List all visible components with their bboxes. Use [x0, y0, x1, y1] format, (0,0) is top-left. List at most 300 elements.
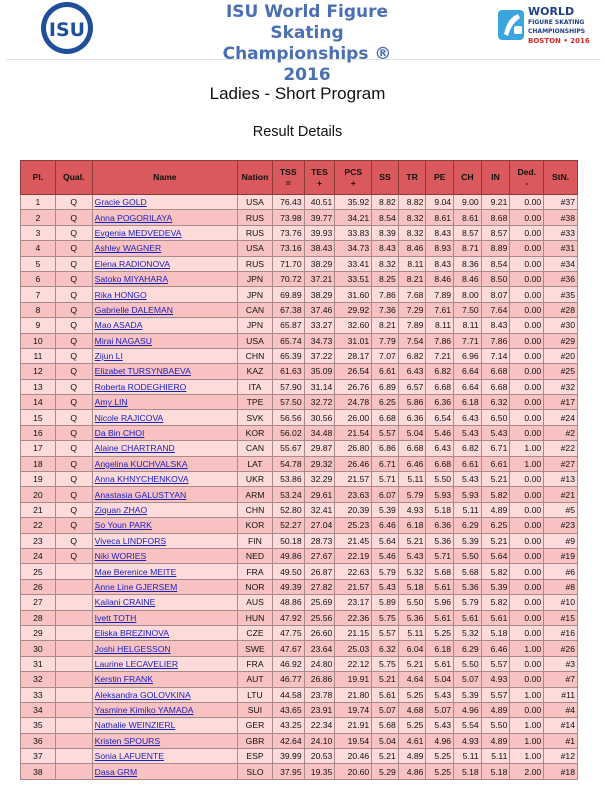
- cell-in: 6.32: [481, 395, 510, 410]
- table-row: [21, 256, 578, 271]
- cell-in: 5.18: [481, 625, 510, 640]
- championship-title-line1: ISU World Figure Skating: [225, 2, 389, 43]
- cell-pl: 30: [21, 641, 56, 656]
- table-header-row: [21, 161, 578, 195]
- cell-pe: 5.50: [426, 472, 454, 487]
- skater-name-link[interactable]: Anne Line GJERSEM: [94, 581, 178, 592]
- skater-name-link[interactable]: Roberta RODEGHIERO: [94, 381, 187, 392]
- cell-tss: 46.92: [272, 656, 304, 671]
- cell-name: [92, 502, 237, 517]
- skater-name-link[interactable]: Kailani CRAINE: [94, 597, 156, 608]
- cell-tss: 53.24: [272, 487, 304, 502]
- cell-ss: 7.86: [372, 287, 399, 302]
- cell-tss: 65.74: [272, 333, 304, 348]
- skater-name-link[interactable]: Satoko MIYAHARA: [94, 274, 169, 285]
- cell-stn: #33: [544, 225, 578, 240]
- cell-tes: 37.21: [304, 271, 335, 286]
- cell-nation: KOR: [238, 425, 273, 440]
- table-row: [21, 271, 578, 286]
- cell-ch: 8.71: [454, 241, 482, 256]
- cell-nation: LTU: [238, 687, 273, 702]
- cell-qual: Q: [55, 502, 92, 517]
- skater-name-link[interactable]: Kristen SPOURS: [94, 735, 161, 746]
- cell-in: 6.50: [481, 410, 510, 425]
- table-row: [21, 425, 578, 440]
- cell-nation: SWE: [238, 641, 273, 656]
- cell-tss: 48.86: [272, 595, 304, 610]
- cell-ss: 8.43: [372, 241, 399, 256]
- cell-pcs: 29.92: [335, 302, 372, 317]
- cell-qual: [55, 687, 92, 702]
- cell-in: 4.89: [481, 702, 510, 717]
- cell-pe: 5.68: [426, 564, 454, 579]
- skater-name-link[interactable]: Ivett TOTH: [94, 612, 137, 623]
- skater-name-link[interactable]: Niki WORIES: [94, 551, 147, 562]
- cell-pl: 4: [21, 241, 56, 256]
- cell-ss: 7.79: [372, 333, 399, 348]
- cell-ch: 5.54: [454, 718, 482, 733]
- cell-tes: 27.82: [304, 579, 335, 594]
- cell-ch: 6.29: [454, 518, 482, 533]
- table-row: [21, 395, 578, 410]
- cell-ded: 0.00: [510, 318, 544, 333]
- cell-name: [92, 487, 237, 502]
- cell-qual: [55, 702, 92, 717]
- cell-nation: SLO: [238, 764, 273, 779]
- cell-nation: SVK: [238, 410, 273, 425]
- cell-tes: 23.64: [304, 641, 335, 656]
- cell-ded: 0.00: [510, 702, 544, 717]
- cell-tes: 32.72: [304, 395, 335, 410]
- cell-ded: 1.00: [510, 441, 544, 456]
- cell-tes: 27.04: [304, 518, 335, 533]
- col-header-ss: SS: [372, 161, 399, 195]
- cell-tr: 8.46: [398, 241, 426, 256]
- cell-pl: 37: [21, 749, 56, 764]
- skater-name-link[interactable]: Mirai NAGASU: [94, 335, 152, 346]
- cell-pe: 5.36: [426, 533, 454, 548]
- cell-pcs: 21.54: [335, 425, 372, 440]
- cell-pcs: 26.54: [335, 364, 372, 379]
- cell-pl: 1: [21, 195, 56, 210]
- cell-in: 8.89: [481, 241, 510, 256]
- skater-name-link[interactable]: Joshi HELGESSON: [94, 643, 171, 654]
- cell-in: 5.61: [481, 610, 510, 625]
- table-row: [21, 764, 578, 779]
- cell-pcs: 33.83: [335, 225, 372, 240]
- cell-in: 4.89: [481, 733, 510, 748]
- cell-nation: CAN: [238, 441, 273, 456]
- skater-name-link[interactable]: Mae Berenice MEITE: [94, 566, 177, 577]
- cell-nation: NED: [238, 548, 273, 563]
- skater-name-link[interactable]: Nicole RAJICOVA: [94, 412, 164, 423]
- table-row: [21, 225, 578, 240]
- skater-name-link[interactable]: Anna KHNYCHENKOVA: [94, 474, 189, 485]
- header-banner: [6, 0, 601, 85]
- table-row: [21, 456, 578, 471]
- cell-ss: 5.57: [372, 425, 399, 440]
- cell-tr: 6.68: [398, 441, 426, 456]
- cell-nation: JPN: [238, 318, 273, 333]
- cell-tss: 39.99: [272, 749, 304, 764]
- cell-tr: 5.50: [398, 595, 426, 610]
- cell-tes: 25.56: [304, 610, 335, 625]
- cell-tss: 52.80: [272, 502, 304, 517]
- results-table: [20, 160, 578, 780]
- cell-name: [92, 702, 237, 717]
- cell-ded: 1.00: [510, 687, 544, 702]
- cell-name: [92, 518, 237, 533]
- cell-tss: 47.92: [272, 610, 304, 625]
- cell-tss: 53.86: [272, 472, 304, 487]
- cell-tss: 69.89: [272, 287, 304, 302]
- skater-name-link[interactable]: Ashley WAGNER: [94, 243, 162, 254]
- cell-tss: 56.56: [272, 410, 304, 425]
- table-row: [21, 579, 578, 594]
- cell-tes: 29.61: [304, 487, 335, 502]
- cell-in: 5.21: [481, 472, 510, 487]
- cell-stn: #5: [544, 502, 578, 517]
- cell-tr: 5.36: [398, 610, 426, 625]
- worlds-logo-line3: CHAMPIONSHIPS: [528, 28, 586, 35]
- table-row: [21, 687, 578, 702]
- cell-ss: 6.71: [372, 456, 399, 471]
- cell-nation: JPN: [238, 287, 273, 302]
- cell-stn: #13: [544, 472, 578, 487]
- skater-name-link[interactable]: Viveca LINDFORS: [94, 535, 167, 546]
- cell-ss: 5.29: [372, 764, 399, 779]
- cell-pe: 5.96: [426, 595, 454, 610]
- col-header-pl: Pl.: [21, 161, 56, 195]
- cell-pcs: 22.63: [335, 564, 372, 579]
- cell-pcs: 26.76: [335, 379, 372, 394]
- cell-ss: 6.07: [372, 487, 399, 502]
- cell-ss: 6.32: [372, 641, 399, 656]
- cell-in: 5.18: [481, 764, 510, 779]
- cell-nation: USA: [238, 195, 273, 210]
- cell-tes: 38.43: [304, 241, 335, 256]
- table-row: [21, 733, 578, 748]
- cell-pl: 10: [21, 333, 56, 348]
- cell-qual: Q: [55, 333, 92, 348]
- cell-pl: 24: [21, 548, 56, 563]
- cell-qual: [55, 625, 92, 640]
- cell-tr: 6.04: [398, 641, 426, 656]
- cell-tes: 39.77: [304, 210, 335, 225]
- cell-tr: 5.32: [398, 564, 426, 579]
- cell-pcs: 25.03: [335, 641, 372, 656]
- skater-name-link[interactable]: Eliska BREZINOVA: [94, 628, 170, 639]
- cell-ss: 8.39: [372, 225, 399, 240]
- cell-tr: 4.61: [398, 733, 426, 748]
- cell-tr: 6.43: [398, 364, 426, 379]
- cell-stn: #3: [544, 656, 578, 671]
- cell-stn: #23: [544, 518, 578, 533]
- skater-name-link[interactable]: Dasa GRM: [94, 766, 138, 777]
- cell-ded: 0.00: [510, 379, 544, 394]
- cell-ded: 2.00: [510, 764, 544, 779]
- cell-stn: #27: [544, 456, 578, 471]
- cell-nation: CAN: [238, 302, 273, 317]
- cell-ch: 5.93: [454, 487, 482, 502]
- cell-nation: AUT: [238, 672, 273, 687]
- col-header-tr: TR: [398, 161, 426, 195]
- cell-pcs: 35.92: [335, 195, 372, 210]
- cell-name: [92, 533, 237, 548]
- cell-qual: [55, 672, 92, 687]
- cell-pl: 27: [21, 595, 56, 610]
- cell-name: [92, 333, 237, 348]
- cell-nation: RUS: [238, 256, 273, 271]
- cell-tes: 26.86: [304, 672, 335, 687]
- cell-stn: #14: [544, 718, 578, 733]
- cell-pe: 8.46: [426, 271, 454, 286]
- cell-in: 5.39: [481, 579, 510, 594]
- cell-pe: 5.25: [426, 749, 454, 764]
- skater-name-link[interactable]: Evgenia MEDVEDEVA: [94, 227, 182, 238]
- cell-tss: 61.63: [272, 364, 304, 379]
- cell-ded: 0.00: [510, 502, 544, 517]
- cell-ch: 5.07: [454, 672, 482, 687]
- cell-ch: 8.61: [454, 210, 482, 225]
- skater-name-link[interactable]: Da Bin CHOI: [94, 428, 145, 439]
- table-row: [21, 548, 578, 563]
- cell-pcs: 33.51: [335, 271, 372, 286]
- cell-pcs: 28.17: [335, 348, 372, 363]
- cell-tes: 20.53: [304, 749, 335, 764]
- cell-pcs: 26.80: [335, 441, 372, 456]
- skater-name-link[interactable]: Angelina KUCHVALSKA: [94, 458, 188, 469]
- worlds-boston-logo: [496, 6, 591, 46]
- cell-pe: 6.68: [426, 379, 454, 394]
- cell-tes: 24.80: [304, 656, 335, 671]
- cell-tes: 23.78: [304, 687, 335, 702]
- cell-nation: CHN: [238, 502, 273, 517]
- cell-tr: 6.82: [398, 348, 426, 363]
- skater-name-link[interactable]: Yasmine Kimiko YAMADA: [94, 705, 194, 716]
- cell-ded: 1.00: [510, 749, 544, 764]
- cell-in: 5.43: [481, 425, 510, 440]
- skater-name-link[interactable]: Laurine LECAVELIER: [94, 658, 179, 669]
- skater-name-link[interactable]: Mao ASADA: [94, 320, 143, 331]
- skater-name-link[interactable]: Anna POGORILAYA: [94, 212, 173, 223]
- cell-pcs: 21.15: [335, 625, 372, 640]
- cell-name: [92, 595, 237, 610]
- cell-stn: #11: [544, 687, 578, 702]
- cell-stn: #16: [544, 625, 578, 640]
- cell-pl: 36: [21, 733, 56, 748]
- cell-in: 8.68: [481, 210, 510, 225]
- cell-name: [92, 395, 237, 410]
- cell-name: [92, 564, 237, 579]
- cell-tes: 38.29: [304, 256, 335, 271]
- cell-pe: 9.04: [426, 195, 454, 210]
- cell-pcs: 20.39: [335, 502, 372, 517]
- col-header-tss-label: TSS: [279, 166, 297, 177]
- skater-name-link[interactable]: Gabrielle DALEMAN: [94, 304, 173, 315]
- cell-ss: 5.21: [372, 672, 399, 687]
- col-header-name: Name: [92, 161, 237, 195]
- cell-ded: 0.00: [510, 610, 544, 625]
- cell-stn: #28: [544, 302, 578, 317]
- cell-pl: 32: [21, 672, 56, 687]
- cell-ss: 8.82: [372, 195, 399, 210]
- cell-qual: [55, 579, 92, 594]
- skater-name-link[interactable]: Anastasia GALUSTYAN: [94, 489, 187, 500]
- cell-qual: Q: [55, 379, 92, 394]
- cell-qual: Q: [55, 364, 92, 379]
- cell-ss: 7.07: [372, 348, 399, 363]
- cell-in: 5.11: [481, 749, 510, 764]
- cell-ss: 6.89: [372, 379, 399, 394]
- cell-ch: 4.93: [454, 733, 482, 748]
- table-row: [21, 749, 578, 764]
- skater-name-link[interactable]: Rika HONGO: [94, 289, 147, 300]
- cell-tss: 49.39: [272, 579, 304, 594]
- skater-name-link[interactable]: Elena RADIONOVA: [94, 258, 170, 269]
- cell-name: [92, 610, 237, 625]
- cell-pl: 18: [21, 456, 56, 471]
- cell-stn: #25: [544, 364, 578, 379]
- cell-pl: 25: [21, 564, 56, 579]
- cell-in: 6.68: [481, 364, 510, 379]
- skater-name-link[interactable]: Aleksandra GOLOVKINA: [94, 689, 191, 700]
- cell-in: 7.64: [481, 302, 510, 317]
- cell-in: 6.71: [481, 441, 510, 456]
- cell-pcs: 34.73: [335, 241, 372, 256]
- cell-ch: 8.57: [454, 225, 482, 240]
- table-row: [21, 641, 578, 656]
- cell-pe: 5.04: [426, 672, 454, 687]
- cell-nation: AUS: [238, 595, 273, 610]
- cell-in: 8.07: [481, 287, 510, 302]
- cell-stn: #10: [544, 595, 578, 610]
- cell-ch: 8.46: [454, 271, 482, 286]
- cell-pe: 6.36: [426, 518, 454, 533]
- cell-name: [92, 456, 237, 471]
- cell-nation: KOR: [238, 518, 273, 533]
- skater-name-link[interactable]: Ziquan ZHAO: [94, 505, 148, 515]
- cell-nation: UKR: [238, 472, 273, 487]
- cell-pcs: 31.01: [335, 333, 372, 348]
- col-header-tss-operator: =: [285, 177, 291, 188]
- cell-qual: [55, 749, 92, 764]
- table-row: [21, 625, 578, 640]
- skater-name-link[interactable]: Alaine CHARTRAND: [94, 443, 175, 454]
- worlds-logo-line1: WORLD: [528, 5, 575, 18]
- cell-ded: 0.00: [510, 364, 544, 379]
- cell-in: 8.50: [481, 271, 510, 286]
- cell-tr: 8.11: [398, 256, 426, 271]
- cell-pcs: 20.60: [335, 764, 372, 779]
- cell-pe: 7.21: [426, 348, 454, 363]
- cell-pl: 13: [21, 379, 56, 394]
- cell-pl: 20: [21, 487, 56, 502]
- cell-stn: #6: [544, 564, 578, 579]
- cell-stn: #24: [544, 410, 578, 425]
- cell-ded: 1.00: [510, 456, 544, 471]
- cell-qual: [55, 718, 92, 733]
- cell-name: [92, 287, 237, 302]
- table-row: [21, 487, 578, 502]
- cell-ch: 6.82: [454, 441, 482, 456]
- cell-ch: 5.43: [454, 425, 482, 440]
- skater-name-link[interactable]: Gracie GOLD: [94, 197, 147, 208]
- skater-name-link[interactable]: Elizabet TURSYNBAEVA: [94, 366, 191, 377]
- skater-name-link[interactable]: Nathalie WEINZIERL: [94, 720, 176, 731]
- cell-ss: 8.25: [372, 271, 399, 286]
- cell-nation: HUN: [238, 610, 273, 625]
- cell-stn: #26: [544, 641, 578, 656]
- cell-qual: [55, 595, 92, 610]
- cell-nation: USA: [238, 333, 273, 348]
- skater-name-link[interactable]: So Youn PARK: [94, 520, 152, 531]
- cell-tss: 49.86: [272, 548, 304, 563]
- cell-in: 5.82: [481, 564, 510, 579]
- cell-ch: 8.36: [454, 256, 482, 271]
- cell-pl: 16: [21, 425, 56, 440]
- cell-qual: Q: [55, 518, 92, 533]
- cell-qual: Q: [55, 241, 92, 256]
- cell-ch: 8.00: [454, 287, 482, 302]
- cell-pcs: 26.46: [335, 456, 372, 471]
- cell-name: [92, 672, 237, 687]
- cell-pcs: 34.21: [335, 210, 372, 225]
- cell-stn: #32: [544, 379, 578, 394]
- cell-tr: 5.79: [398, 487, 426, 502]
- cell-pl: 19: [21, 472, 56, 487]
- cell-pe: 6.68: [426, 456, 454, 471]
- cell-nation: GER: [238, 718, 273, 733]
- cell-tss: 47.75: [272, 625, 304, 640]
- cell-pcs: 19.54: [335, 733, 372, 748]
- table-row: [21, 472, 578, 487]
- cell-pcs: 21.57: [335, 579, 372, 594]
- table-row: [21, 241, 578, 256]
- cell-name: [92, 625, 237, 640]
- cell-pl: 38: [21, 764, 56, 779]
- col-header-pcs-operator: +: [350, 177, 356, 188]
- cell-in: 6.25: [481, 518, 510, 533]
- cell-stn: #20: [544, 348, 578, 363]
- cell-tr: 6.57: [398, 379, 426, 394]
- cell-stn: #8: [544, 579, 578, 594]
- cell-pe: 8.11: [426, 318, 454, 333]
- cell-in: 9.21: [481, 195, 510, 210]
- table-row: [21, 441, 578, 456]
- cell-tes: 25.69: [304, 595, 335, 610]
- cell-stn: #22: [544, 441, 578, 456]
- cell-tss: 52.27: [272, 518, 304, 533]
- cell-ded: 0.00: [510, 656, 544, 671]
- cell-ded: 0.00: [510, 548, 544, 563]
- cell-stn: #12: [544, 749, 578, 764]
- skater-badge-icon: [496, 8, 526, 42]
- skater-name-link[interactable]: Amy LIN: [94, 397, 128, 408]
- skater-name-link[interactable]: Kerstin FRANK: [94, 674, 153, 685]
- table-row: [21, 379, 578, 394]
- cell-ch: 7.71: [454, 333, 482, 348]
- cell-pcs: 26.00: [335, 410, 372, 425]
- skater-name-link[interactable]: Sonia LAFUENTE: [94, 751, 164, 762]
- cell-tr: 5.43: [398, 548, 426, 563]
- cell-ch: 5.18: [454, 764, 482, 779]
- table-row: [21, 410, 578, 425]
- cell-tr: 5.25: [398, 718, 426, 733]
- table-row: [21, 210, 578, 225]
- skater-name-link[interactable]: Zijun LI: [94, 351, 123, 362]
- section-title: Result Details: [252, 124, 343, 140]
